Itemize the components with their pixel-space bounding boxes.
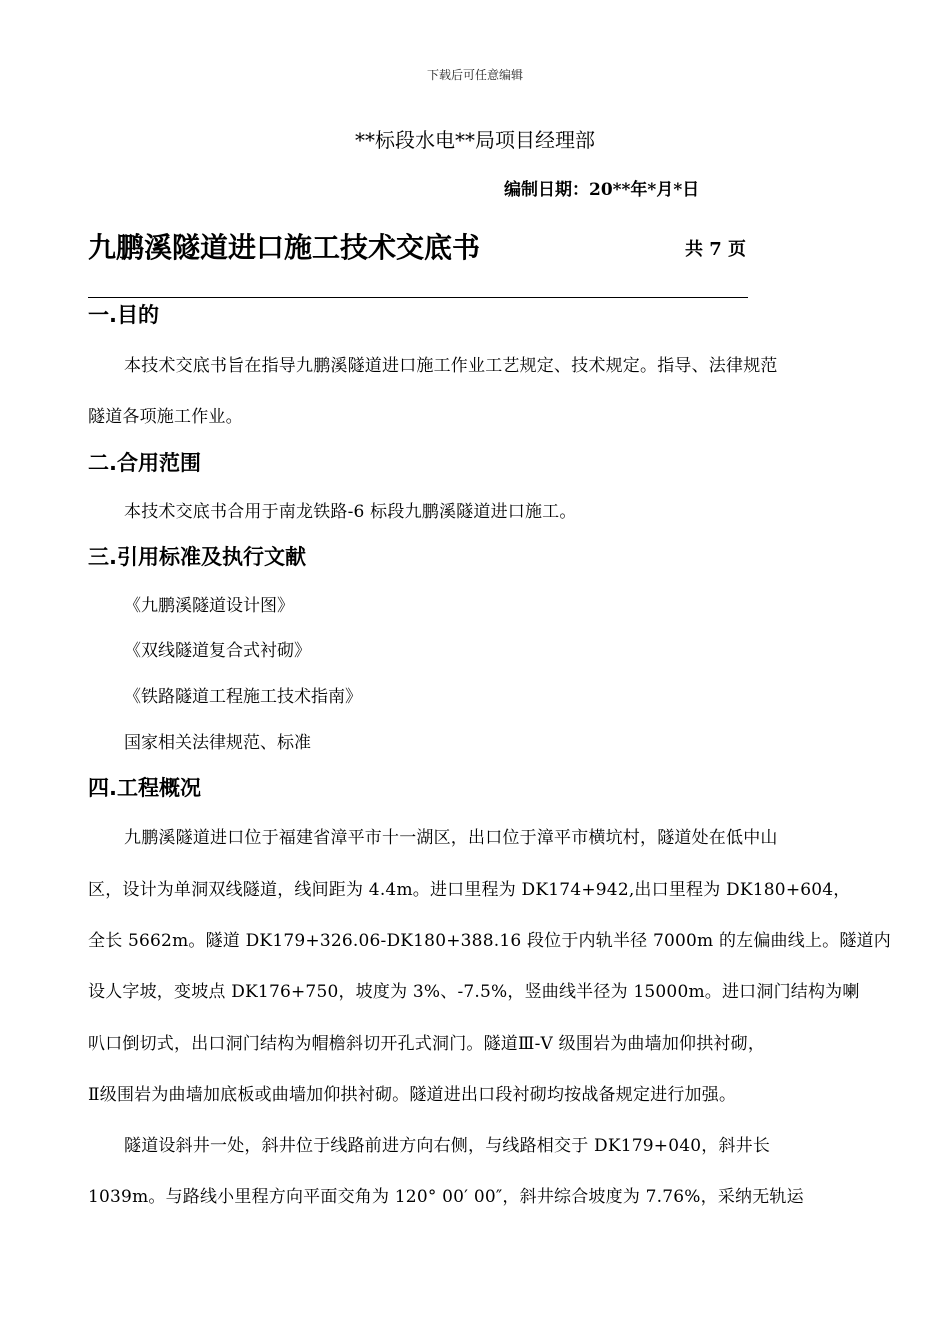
paragraph-line: 区，设计为单洞双线隧道，线间距为 4.4m。进口里程为 DK174+942,出口里程为 DK180+604， bbox=[88, 880, 851, 900]
paragraph-line: 九鹏溪隧道进口位于福建省漳平市十一湖区，出口位于漳平市横坑村，隧道处在低中山 bbox=[124, 828, 778, 848]
paragraph-line: 1039m。与路线小里程方向平面交角为 120° 00′ 00″，斜井综合坡度为 7.76%，采纳无轨运 bbox=[88, 1187, 804, 1207]
reference-item: 《铁路隧道工程施工技术指南》 bbox=[124, 687, 362, 707]
organization-name: **标段水电**局项目经理部 bbox=[355, 128, 595, 152]
compile-date: 编制日期：20**年*月*日 bbox=[504, 180, 700, 200]
paragraph-line: 隧道设斜井一处，斜井位于线路前进方向右侧，与线路相交于 DK179+040，斜井长 bbox=[124, 1136, 771, 1156]
paragraph-line: 全长 5662m。隧道 DK179+326.06-DK180+388.16 段位于内轨半径 7000m 的左偏曲线上。隧道内 bbox=[88, 931, 891, 951]
section-heading-references: 三.引用标准及执行文献 bbox=[88, 545, 306, 569]
paragraph-line: 本技术交底书旨在指导九鹏溪隧道进口施工作业工艺规定、技术规定。指导、法律规范 bbox=[124, 356, 778, 376]
section-heading-scope: 二.合用范围 bbox=[88, 451, 201, 475]
paragraph-line: 设人字坡，变坡点 DK176+750，坡度为 3%、-7.5%，竖曲线半径为 15000m。进口洞门结构为喇 bbox=[88, 982, 860, 1002]
reference-item: 国家相关法律规范、标准 bbox=[124, 733, 311, 753]
paragraph-line: 叭口倒切式，出口洞门结构为帽檐斜切开孔式洞门。隧道Ⅲ-Ⅴ 级围岩为曲墙加仰拱衬砌， bbox=[88, 1034, 766, 1054]
page-count: 共 7 页 bbox=[685, 239, 747, 260]
paragraph-line: 本技术交底书合用于南龙铁路-6 标段九鹏溪隧道进口施工。 bbox=[124, 502, 577, 522]
section-heading-overview: 四.工程概况 bbox=[88, 776, 201, 800]
section-heading-purpose: 一.目的 bbox=[88, 303, 159, 327]
title-divider bbox=[88, 297, 748, 298]
reference-item: 《九鹏溪隧道设计图》 bbox=[124, 596, 294, 616]
paragraph-line: Ⅱ级围岩为曲墙加底板或曲墙加仰拱衬砌。隧道进出口段衬砌均按战备规定进行加强。 bbox=[88, 1085, 737, 1105]
reference-item: 《双线隧道复合式衬砌》 bbox=[124, 641, 311, 661]
paragraph-line: 隧道各项施工作业。 bbox=[88, 407, 243, 427]
document-title: 九鹏溪隧道进口施工技术交底书 bbox=[88, 231, 481, 264]
watermark-text: 下载后可任意编辑 bbox=[426, 68, 523, 82]
